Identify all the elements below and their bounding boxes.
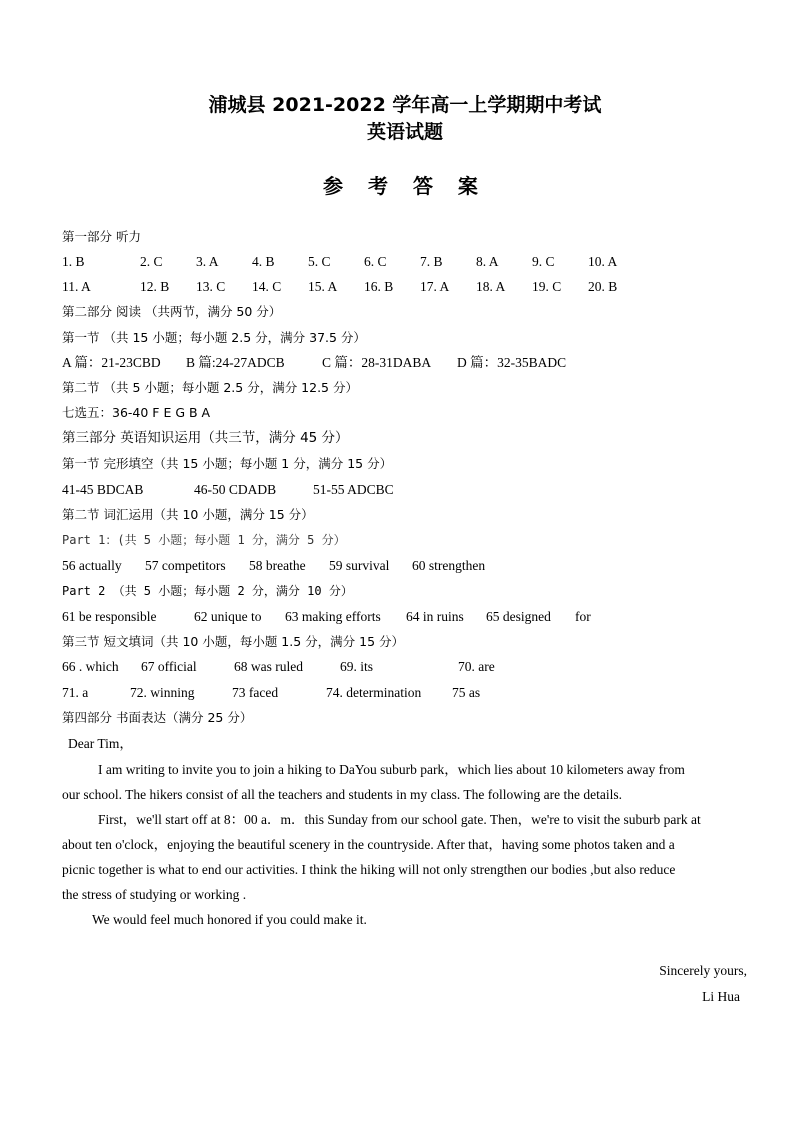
answer-item: 19. C [532,279,562,294]
answer-item: 18. A [476,279,506,294]
answer-item: 11. A [62,279,91,294]
answer-item: 16. B [364,279,394,294]
answer-item: 20. B [588,279,618,294]
answer-heading: 参 考 答 案 [323,174,487,198]
answer-item: 70. are [458,659,495,674]
answer-item: 73 faced [232,685,279,700]
exam-title: 浦城县 2021-2022 学年高一上学期期中考试 [208,94,602,116]
answer-item: C 篇：28-31DABA [322,355,432,370]
part3-sec3-heading: 第三节 短文填词（共 10 小题，每小题 1.5 分，满分 15 分） [62,634,405,649]
answer-item: B 篇:24-27ADCB [186,355,285,370]
letter-line: First，we'll start off at 8：00 a．m．this Sunday from our school gate. Then，we're to visit the suburb park at [98,812,701,827]
answer-item: 51-55 ADCBC [313,482,394,497]
letter-line: about ten o'clock，enjoying the beautiful scenery in the countryside. After that，having some photos taken and a [62,837,675,852]
letter-line: our school. The hikers consist of all the teachers and students in my class. The following are the details. [62,787,622,802]
answer-item: 56 actually [62,558,122,573]
answer-item: 41-45 BDCAB [62,482,144,497]
part3-sec1-heading: 第一节 完形填空（共 15 小题；每小题 1 分，满分 15 分） [62,456,393,471]
letter-line: We would feel much honored if you could make it. [92,912,367,927]
answer-item: 17. A [420,279,450,294]
answer-item: 65 designed [486,609,551,624]
part3-sec2-heading: 第二节 词汇运用（共 10 小题，满分 15 分） [62,507,314,522]
answer-item: 3. A [196,254,219,269]
letter-line: the stress of studying or working . [62,887,247,902]
answer-item: 15. A [308,279,338,294]
letter-signature: Li Hua [702,989,740,1004]
part2-sec2-heading: 第二节 （共 5 小题；每小题 2.5 分，满分 12.5 分） [62,380,358,395]
answer-item: 1. B [62,254,85,269]
answer-item: 6. C [364,254,387,269]
answer-item: 10. A [588,254,618,269]
answer-item: 57 competitors [145,558,226,573]
answer-item: 46-50 CDADB [194,482,277,497]
answer-item: 67 official [141,659,197,674]
answer-item: 64 in ruins [406,609,464,624]
letter-greeting: Dear Tim， [68,736,133,751]
part2-sec1-heading: 第一节 （共 15 小题；每小题 2.5 分，满分 37.5 分） [62,330,366,345]
answer-item: 62 unique to [194,609,262,624]
answer-item: 5. C [308,254,331,269]
answer-item: 69. its [340,659,374,674]
answer-item: 61 be responsible [62,609,157,624]
answer-item: 9. C [532,254,555,269]
letter-closing: Sincerely yours, [659,963,747,978]
part4-heading: 第四部分 书面表达（满分 25 分） [62,710,253,725]
answer-item: 71. a [62,685,89,700]
answer-item: 63 making efforts [285,609,381,624]
answer-item: 68 was ruled [234,659,303,674]
answer-item: 60 strengthen [412,558,486,573]
answer-item: for [575,609,591,624]
answer-item: 72. winning [130,685,195,700]
letter-line: picnic together is what to end our activities. I think the hiking will not only strengthen our bodies ,but also reduce [62,862,676,877]
answer-item: A 篇：21-23CBD [62,355,161,370]
answer-item: 14. C [252,279,282,294]
answer-item: 7. B [420,254,443,269]
answer-item: 4. B [252,254,275,269]
answer-item: D 篇：32-35BADC [457,355,567,370]
part2-sec2-answers: 七选五：36-40 F E G B A [62,405,211,420]
part2-heading: 第二部分 阅读 （共两节，满分 50 分） [62,304,282,319]
answer-item: 12. B [140,279,170,294]
part3-sec2-part1-heading: Part 1：(共 5 小题；每小题 1 分，满分 5 分） [62,533,346,547]
answer-item: 2. C [140,254,163,269]
answer-item: 75 as [452,685,481,700]
part3-sec2-part2-heading: Part 2 （共 5 小题；每小题 2 分，满分 10 分） [62,584,353,598]
answer-item: 59 survival [329,558,390,573]
exam-subtitle: 英语试题 [366,121,443,143]
answer-item: 8. A [476,254,499,269]
letter-line: I am writing to invite you to join a hiking to DaYou suburb park，which lies about 10 kilometers away from [98,762,685,777]
answer-item: 58 breathe [249,558,306,573]
part1-heading: 第一部分 听力 [62,229,141,244]
answer-item: 66 . which [62,659,119,674]
part3-heading: 第三部分 英语知识运用（共三节，满分 45 分） [62,430,349,446]
answer-item: 74. determination [326,685,422,700]
answer-item: 13. C [196,279,226,294]
